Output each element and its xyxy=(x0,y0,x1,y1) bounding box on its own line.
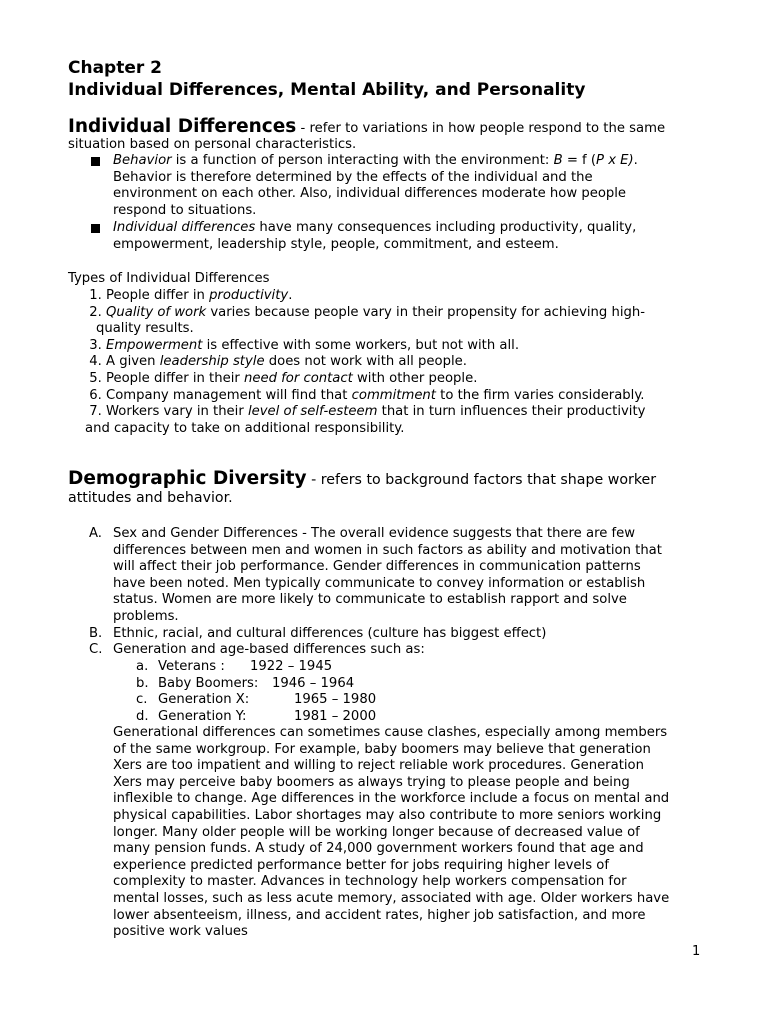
chapter-title: Individual Differences, Mental Ability, and Personality xyxy=(68,80,586,100)
generation-label: d. xyxy=(136,709,149,724)
types-item: 7. Workers vary in their level of self-esteem that in turn influences their productivity xyxy=(89,404,646,420)
generation-name: Baby Boomers: xyxy=(158,676,259,691)
bullet-behavior: Behavior is a function of person interacting with the environment: B = f (P x E). Behavior is therefore determined by the effects of the individual and the environment on each other. Also, individual differences moderate how people respond to situations. xyxy=(113,153,638,218)
generation-years: 1922 – 1945 xyxy=(250,659,333,674)
generation-label: a. xyxy=(136,659,149,674)
types-item: 5. People differ in their need for contact with other people. xyxy=(89,370,478,386)
generation-label: b. xyxy=(136,676,149,691)
individual-differences-intro: Individual Differences - refer to variations in how people respond to the same xyxy=(68,116,666,137)
generation-label: c. xyxy=(136,692,148,707)
types-list xyxy=(85,288,645,437)
demographic-intro: Demographic Diversity - refers to background factors that shape worker xyxy=(68,468,657,489)
types-item: 2. Quality of work varies because people vary in their propensity for achieving high- xyxy=(89,304,645,320)
generation-name: Generation Y: xyxy=(158,709,247,724)
types-title: Types of Individual Differences xyxy=(68,271,270,286)
list-item-generation: Generation and age-based differences such as: xyxy=(113,642,425,657)
bullet-individual-differences: Individual differences have many consequences including productivity, quality, empowerment, leadership style, people, commitment, and esteem. xyxy=(113,220,637,252)
types-item: 1. People differ in productivity. xyxy=(89,288,293,303)
bullet-square-icon xyxy=(91,224,100,233)
generation-years: 1981 – 2000 xyxy=(294,709,377,724)
bullet-square-icon xyxy=(91,157,100,166)
generation-years: 1946 – 1964 xyxy=(272,676,355,691)
section-heading-individual-differences: Individual Differences xyxy=(68,116,297,137)
list-item-ethnic: Ethnic, racial, and cultural differences (culture has biggest effect) xyxy=(113,626,547,641)
list-label-c: C. xyxy=(89,642,103,657)
generation-years: 1965 – 1980 xyxy=(294,692,377,707)
section-heading-demographic-diversity: Demographic Diversity xyxy=(68,468,307,489)
types-item: 4. A given leadership style does not work with all people. xyxy=(89,354,467,370)
generation-name: Generation X: xyxy=(158,692,250,707)
chapter-label: Chapter 2 xyxy=(68,58,163,78)
demographic-intro-line2: attitudes and behavior. xyxy=(68,490,233,506)
individual-differences-intro-line2: situation based on personal characteristics. xyxy=(68,137,357,152)
list-label-b: B. xyxy=(89,626,103,641)
generational-paragraph: Generational differences can sometimes cause clashes, especially among members of the same workgroup. For example, baby boomers may believe that generation Xers are too impatient and willing to reject reliable work procedures. Generation Xers may perceive baby boomers as always trying to please people and being inflexible to change. Age differences in the workforce include a focus on mental and physical capabilities. Labor shortages may also contribute to more seniors working longer. Many older people will be working longer because of decreased value of many pension funds. A study of 24,000 government workers found that age and experience predicted performance better for jobs requiring higher levels of complexity to master. Advances in technology help workers compensation for mental losses, such as less acute memory, associated with age. Older workers have lower absenteeism, illness, and accident rates, higher job satisfaction, and more positive work values xyxy=(113,725,670,940)
types-item: 3. Empowerment is effective with some workers, but not with all. xyxy=(89,337,520,353)
generation-name: Veterans : xyxy=(158,659,225,674)
types-item-continuation: quality results. xyxy=(96,321,194,337)
page-number: 1 xyxy=(692,944,701,959)
types-item: 6. Company management will find that commitment to the firm varies considerably. xyxy=(89,387,645,403)
types-item-continuation: and capacity to take on additional responsibility. xyxy=(85,420,405,436)
list-item-sex-gender: Sex and Gender Differences - The overall evidence suggests that there are few differences between men and women in such factors as ability and motivation that will affect their job performance. Gender differences in communication patterns have been noted. Men typically communicate to convey information or establish status. Women are more likely to communicate to establish rapport and solve problems. xyxy=(113,526,662,624)
list-label-a: A. xyxy=(89,526,102,541)
